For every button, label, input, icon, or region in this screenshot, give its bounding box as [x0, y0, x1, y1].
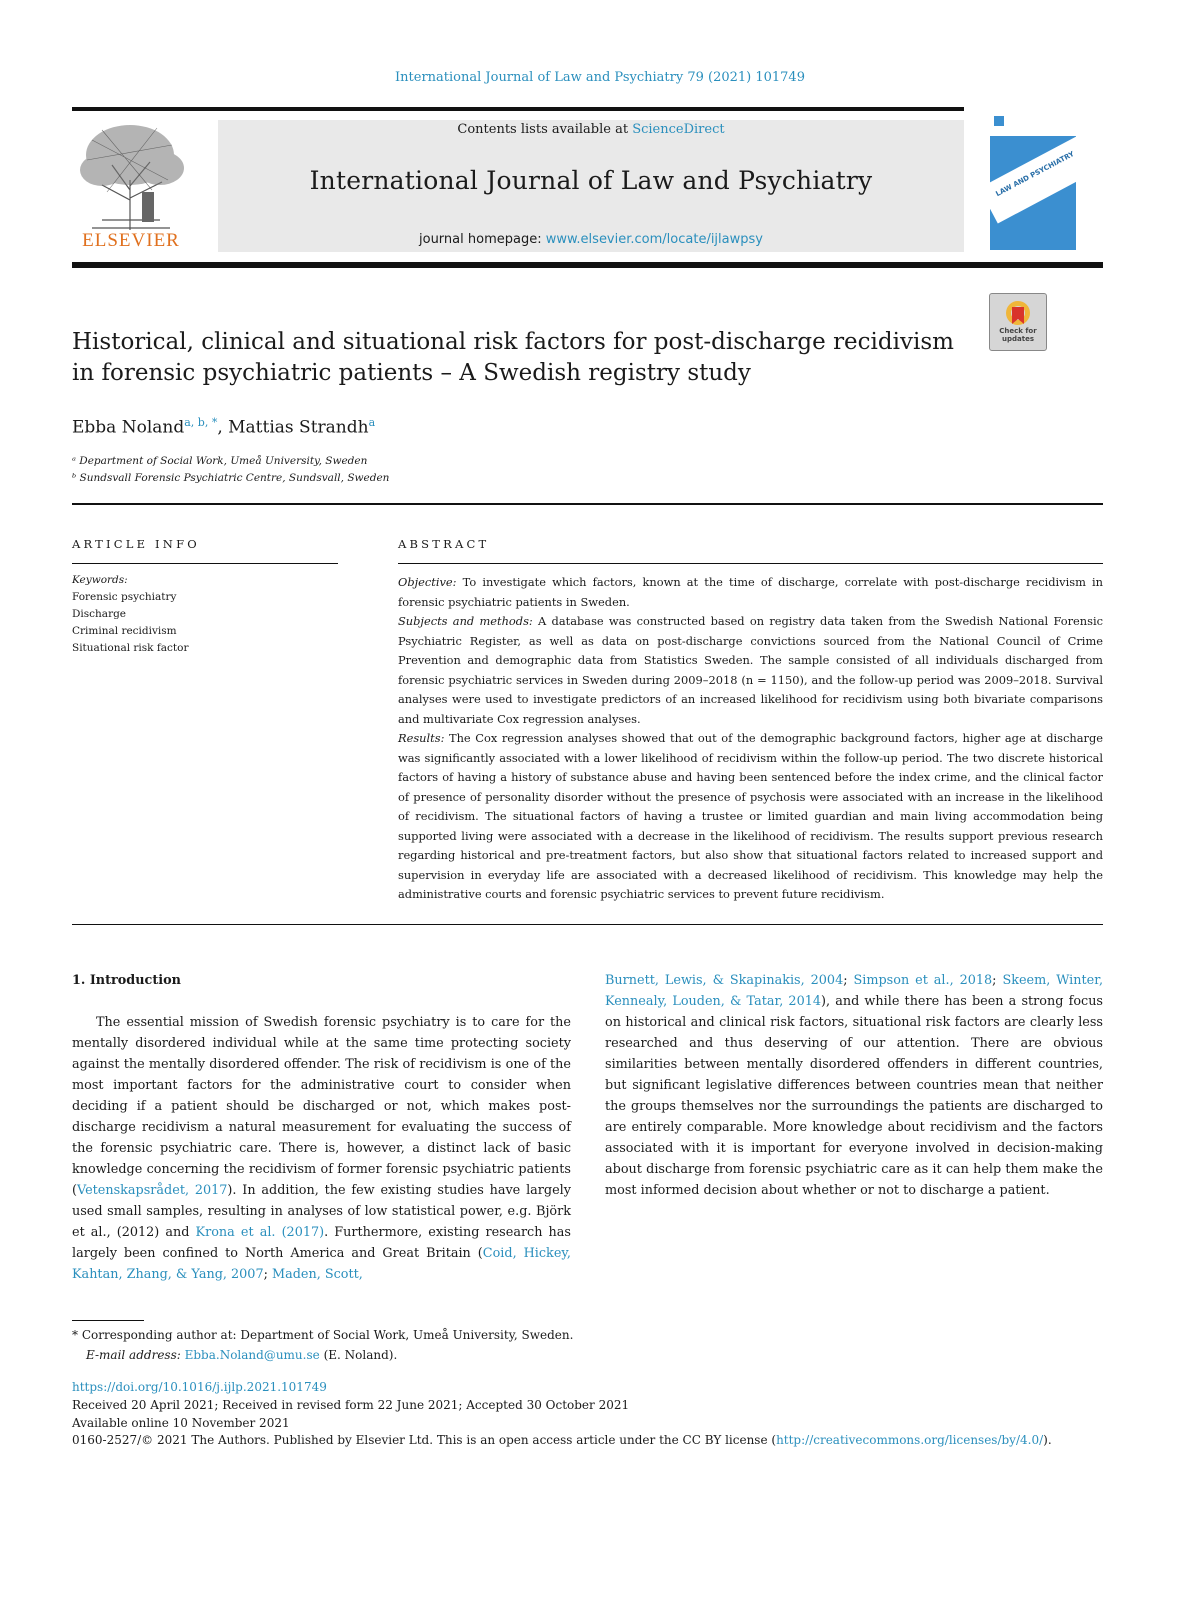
keyword-item: Forensic psychiatry	[72, 591, 177, 603]
author-list	[72, 416, 375, 438]
crossmark-label: Check for updates	[999, 327, 1037, 343]
author-separator: ,	[217, 417, 229, 438]
article-title-line-2: in forensic psychiatric patients – A Swedish registry study	[72, 360, 751, 386]
cover-mini-logo	[994, 116, 1004, 126]
citation-link[interactable]: Maden, Scott,	[271, 1267, 363, 1282]
email-label: E-mail address:	[86, 1348, 181, 1362]
elsevier-wordmark: ELSEVIER	[82, 230, 180, 251]
abstract-results-text: The Cox regression analyses showed that out of the demographic background factors, higher age at discharge was significantly associated with a lower likelihood of recidivism within the follow-up period. The two discrete historical factors of having a history of substance abuse and having been sentenced before the index crime, and the clinical factor of presence of personality disorder without the presence of psychosis were associated with an increase in the likelihood of recidivism. The situational factors of having a trustee or limited guardian and main living accommodation being supported living were associated with a decrease in the likelihood of recidivism. The results support previous research regarding historical and pre-treatment factors, but also show that situational factors related to increased support and supervision in everyday life are associated with a decreased likelihood of recidivism. This knowledge may help the administrative courts and forensic psychiatric services to prevent future recidivism.	[398, 731, 1103, 901]
homepage-prefix: journal homepage:	[419, 232, 546, 247]
author-name[interactable]: Mattias Strandh	[228, 417, 369, 438]
author-affiliation-marks[interactable]: a	[368, 416, 376, 429]
article-dates	[72, 1397, 1052, 1450]
header-bottom-rule	[72, 262, 1103, 268]
license-suffix: ).	[1043, 1433, 1052, 1447]
article-title-line-1: Historical, clinical and situational risk factors for post-discharge recidivism	[72, 329, 954, 355]
abstract-objective	[398, 573, 1103, 612]
intro-text: ;	[992, 973, 1003, 988]
article-info-heading: ARTICLE INFO	[72, 537, 200, 551]
cover-diagonal-band	[990, 137, 1076, 224]
citation-link[interactable]: Skeem, Winter, Kennealy, Louden, & Tatar, 2014	[605, 973, 1104, 1009]
email-suffix: (E. Noland).	[319, 1348, 398, 1362]
abstract-methods-label: Subjects and methods:	[398, 614, 533, 628]
elsevier-tree-logo	[72, 120, 190, 232]
body-column-right	[605, 970, 1103, 1201]
abstract-objective-text: To investigate which factors, known at the time of discharge, correlate with post-discharge recidivism in forensic psychiatric patients in Sweden.	[398, 575, 1103, 609]
homepage-link[interactable]: www.elsevier.com/locate/ijlawpsy	[545, 232, 763, 247]
abstract-bottom-rule	[72, 924, 1103, 925]
footnote-line: * Corresponding author at: Department of Social Work, Umeå University, Sweden.	[72, 1328, 574, 1342]
author-name[interactable]: Ebba Noland	[72, 417, 185, 438]
doi-link[interactable]: https://doi.org/10.1016/j.ijlp.2021.101749	[72, 1380, 327, 1394]
article-info-rule	[72, 563, 338, 564]
citation-link[interactable]: Krona et al. (2017)	[195, 1225, 325, 1240]
intro-text: ). In addition, the few existing studies have largely used small samples, resulting in analyses of low statistical power, e.g. Björk et al., (2012) and	[72, 1183, 571, 1240]
article-title	[72, 327, 972, 389]
contents-line	[218, 122, 964, 137]
abstract-methods-text: A database was constructed based on registry data taken from the Swedish National Forensic Psychiatric Register, as well as data on post-discharge convictions sourced from the National Council of Crime Prevention and demographic data from Statistics Sweden. The sample consisted of all individuals discharged from forensic psychiatric services in Sweden during 2009–2018 (n = 1150), and the follow-up period was 2009–2018. Survival analyses were used to investigate predictors of an increased likelihood for recidivism using both bivariate comparisons and multivariate Cox regression analyses.	[398, 614, 1103, 726]
header-top-rule	[72, 107, 964, 111]
introduction-paragraph-continued	[605, 970, 1103, 1201]
introduction-paragraph	[72, 1012, 571, 1285]
abstract-results-label: Results:	[398, 731, 445, 745]
intro-text: ;	[263, 1267, 272, 1282]
abstract-methods	[398, 612, 1103, 729]
keyword-item: Discharge	[72, 608, 127, 620]
citation-link[interactable]: Vetenskapsrådet, 2017	[77, 1183, 228, 1198]
affiliation-a: ᵃ Department of Social Work, Umeå University, Sweden	[72, 455, 368, 467]
check-for-updates-badge[interactable]	[989, 293, 1047, 351]
citation-link[interactable]: Burnett, Lewis, & Skapinakis, 2004	[605, 973, 844, 988]
intro-text: ;	[843, 973, 854, 988]
citation-link[interactable]: Coid, Hickey, Kahtan, Zhang, & Yang, 2007	[72, 1246, 571, 1282]
sciencedirect-link[interactable]: ScienceDirect	[632, 122, 725, 137]
abstract-heading: ABSTRACT	[398, 537, 490, 551]
abstract-rule	[398, 563, 1103, 564]
journal-title: International Journal of Law and Psychiatry	[309, 166, 873, 195]
intro-text: ), and while there has been a strong focus on historical and clinical risk factors, situational risk factors are clearly less researched and thus deserving of our attention. There are obvious similarities between mentally disordered offenders in different countries, but significant legislative differences between countries mean that neither the groups themselves nor the surroundings the patients are discharged to are entirely comparable. More knowledge about recidivism and the factors associated with it is important for everyone involved in decision-making about discharge from forensic psychiatric care as it can help them make the most informed decision about whether or not to discharge a patient.	[605, 994, 1104, 1198]
abstract-body	[398, 573, 1103, 905]
abstract-objective-label: Objective:	[398, 575, 457, 589]
abstract-results	[398, 729, 1103, 905]
citation-link[interactable]: Simpson et al., 2018	[853, 973, 993, 988]
available-online: Available online 10 November 2021	[72, 1415, 290, 1430]
cover-title: LAW AND PSYCHIATRY	[994, 149, 1076, 199]
keywords-block	[72, 572, 188, 657]
contents-prefix: Contents lists available at	[457, 122, 633, 137]
journal-reference[interactable]: International Journal of Law and Psychiatry 79 (2021) 101749	[395, 70, 805, 85]
homepage-line	[218, 232, 964, 247]
intro-text: . Furthermore, existing research has largely been confined to North America and Great Britain (	[72, 1225, 571, 1261]
title-block-rule	[72, 503, 1103, 505]
body-column-left	[72, 970, 571, 1285]
email-link[interactable]: Ebba.Noland@umu.se	[184, 1348, 320, 1362]
keyword-item: Situational risk factor	[72, 642, 189, 654]
keyword-item: Criminal recidivism	[72, 625, 177, 637]
received-dates: Received 20 April 2021; Received in revised form 22 June 2021; Accepted 30 October 2021	[72, 1398, 630, 1412]
author-affiliation-marks[interactable]: a, b, *	[184, 416, 218, 429]
corresponding-author-footnote	[72, 1325, 573, 1365]
introduction-heading: 1. Introduction	[72, 973, 181, 988]
keywords-label: Keywords:	[72, 574, 128, 586]
footnote-rule	[72, 1320, 144, 1321]
license-prefix: 0160-2527/© 2021 The Authors. Published by Elsevier Ltd. This is an open access article under the CC BY license (	[72, 1433, 777, 1447]
license-line	[72, 1432, 1052, 1450]
email-line	[72, 1345, 573, 1365]
intro-text: The essential mission of Swedish forensic psychiatry is to care for the mentally disordered individual while at the same time protecting society against the mentally disordered offender. The risk of recidivism is one of the most important factors for the administrative court to consider when deciding if a patient should be discharged or not, which makes post-discharge recidivism a natural measurement for evaluating the success of the forensic psychiatric care. There is, however, a distinct lack of basic knowledge concerning the recidivism of former forensic psychiatric patients (	[72, 1015, 571, 1198]
journal-cover[interactable]	[990, 110, 1076, 250]
affiliation-b: ᵇ Sundsvall Forensic Psychiatric Centre, Sundsvall, Sweden	[72, 472, 390, 484]
license-link[interactable]: http://creativecommons.org/licenses/by/4.0/	[776, 1433, 1044, 1447]
